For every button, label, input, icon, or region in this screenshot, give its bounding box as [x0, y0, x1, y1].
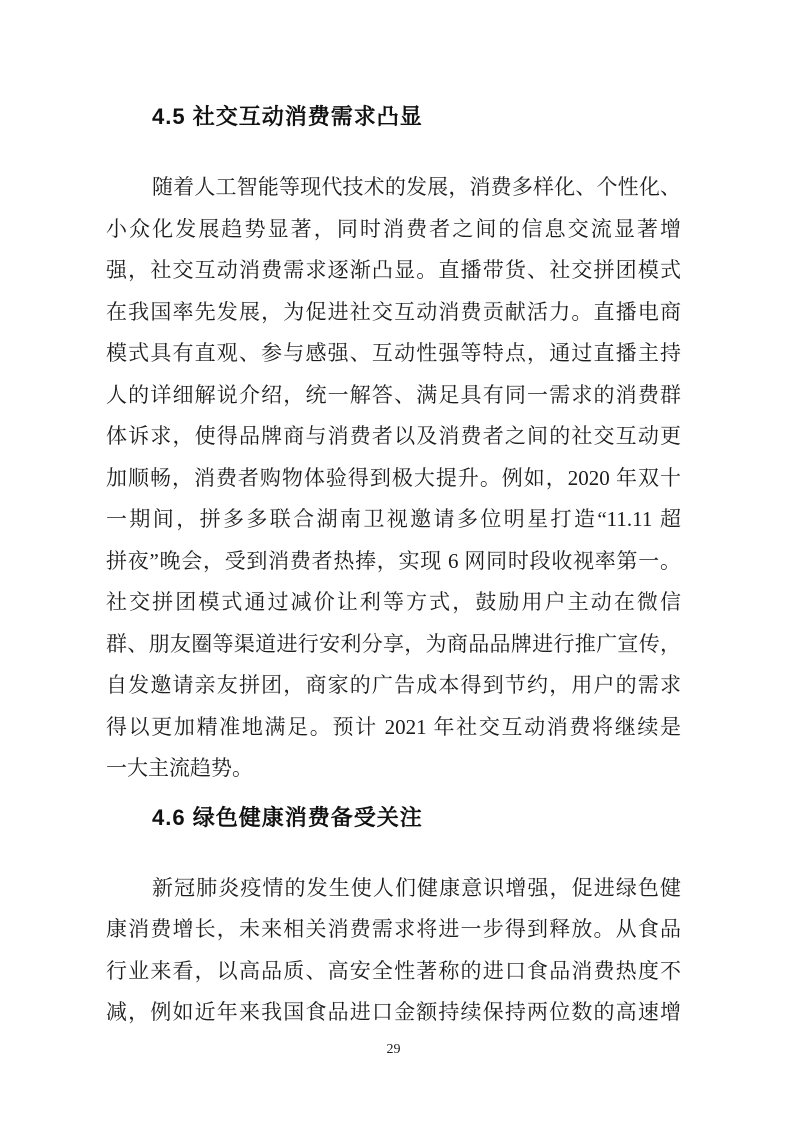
section-4-5-paragraph — [106, 167, 681, 790]
paragraph-line: 体诉求，使得品牌商与消费者以及消费者之间的社交互动更 — [106, 424, 681, 448]
paragraph-line: 行业来看，以高品质、高安全性著称的进口食品消费热度不 — [106, 958, 681, 983]
section-4-6-paragraph — [106, 868, 681, 1034]
paragraph-line: 自发邀请亲友拼团，商家的广告成本得到节约，用户的需求 — [106, 673, 681, 697]
paragraph-line: 人的详细解说介绍，统一解答、满足具有同一需求的消费群 — [106, 382, 681, 407]
paragraph-line: 新冠肺炎疫情的发生使人们健康意识增强，促进绿色健 — [152, 875, 681, 900]
section-4-6 — [106, 804, 681, 1034]
paragraph-line: 一期间，拼多多联合湖南卫视邀请多位明星打造“11.11 超 — [106, 507, 681, 531]
paragraph-line: 加顺畅，消费者购物体验得到极大提升。例如，2020 年双十 — [106, 465, 681, 490]
paragraph-line: 一大主流趋势。 — [106, 756, 253, 780]
paragraph-line: 群、朋友圈等渠道进行安利分享，为商品品牌进行推广宣传， — [106, 631, 681, 656]
paragraph-line: 模式具有直观、参与感强、互动性强等特点，通过直播主持 — [106, 341, 681, 365]
page-footer — [106, 1040, 681, 1058]
paragraph-line: 得以更加精准地满足。预计 2021 年社交互动消费将继续是 — [106, 714, 681, 739]
paragraph-line: 拼夜”晚会，受到消费者热捧，实现 6 网同时段收视率第一。 — [106, 548, 681, 573]
section-4-5-heading: 4.5 社交互动消费需求凸显 — [152, 104, 423, 129]
paragraph-line: 随着人工智能等现代技术的发展，消费多样化、个性化、 — [152, 175, 681, 199]
paragraph-line: 在我国率先发展，为促进社交互动消费贡献活力。直播电商 — [106, 299, 681, 324]
paragraph-line: 强，社交互动消费需求逐渐凸显。直播带货、社交拼团模式 — [106, 258, 681, 282]
paragraph-line: 社交拼团模式通过减价让利等方式，鼓励用户主动在微信 — [106, 590, 681, 614]
section-4-5 — [106, 103, 681, 790]
paragraph-line: 小众化发展趋势显著，同时消费者之间的信息交流显著增 — [106, 216, 681, 241]
paragraph-line: 康消费增长，未来相关消费需求将进一步得到释放。从食品 — [106, 917, 681, 941]
section-4-6-heading: 4.6 绿色健康消费备受关注 — [152, 804, 423, 830]
page-number: 29 — [386, 1041, 401, 1057]
paragraph-line: 减，例如近年来我国食品进口金额持续保持两位数的高速增 — [106, 1000, 681, 1024]
